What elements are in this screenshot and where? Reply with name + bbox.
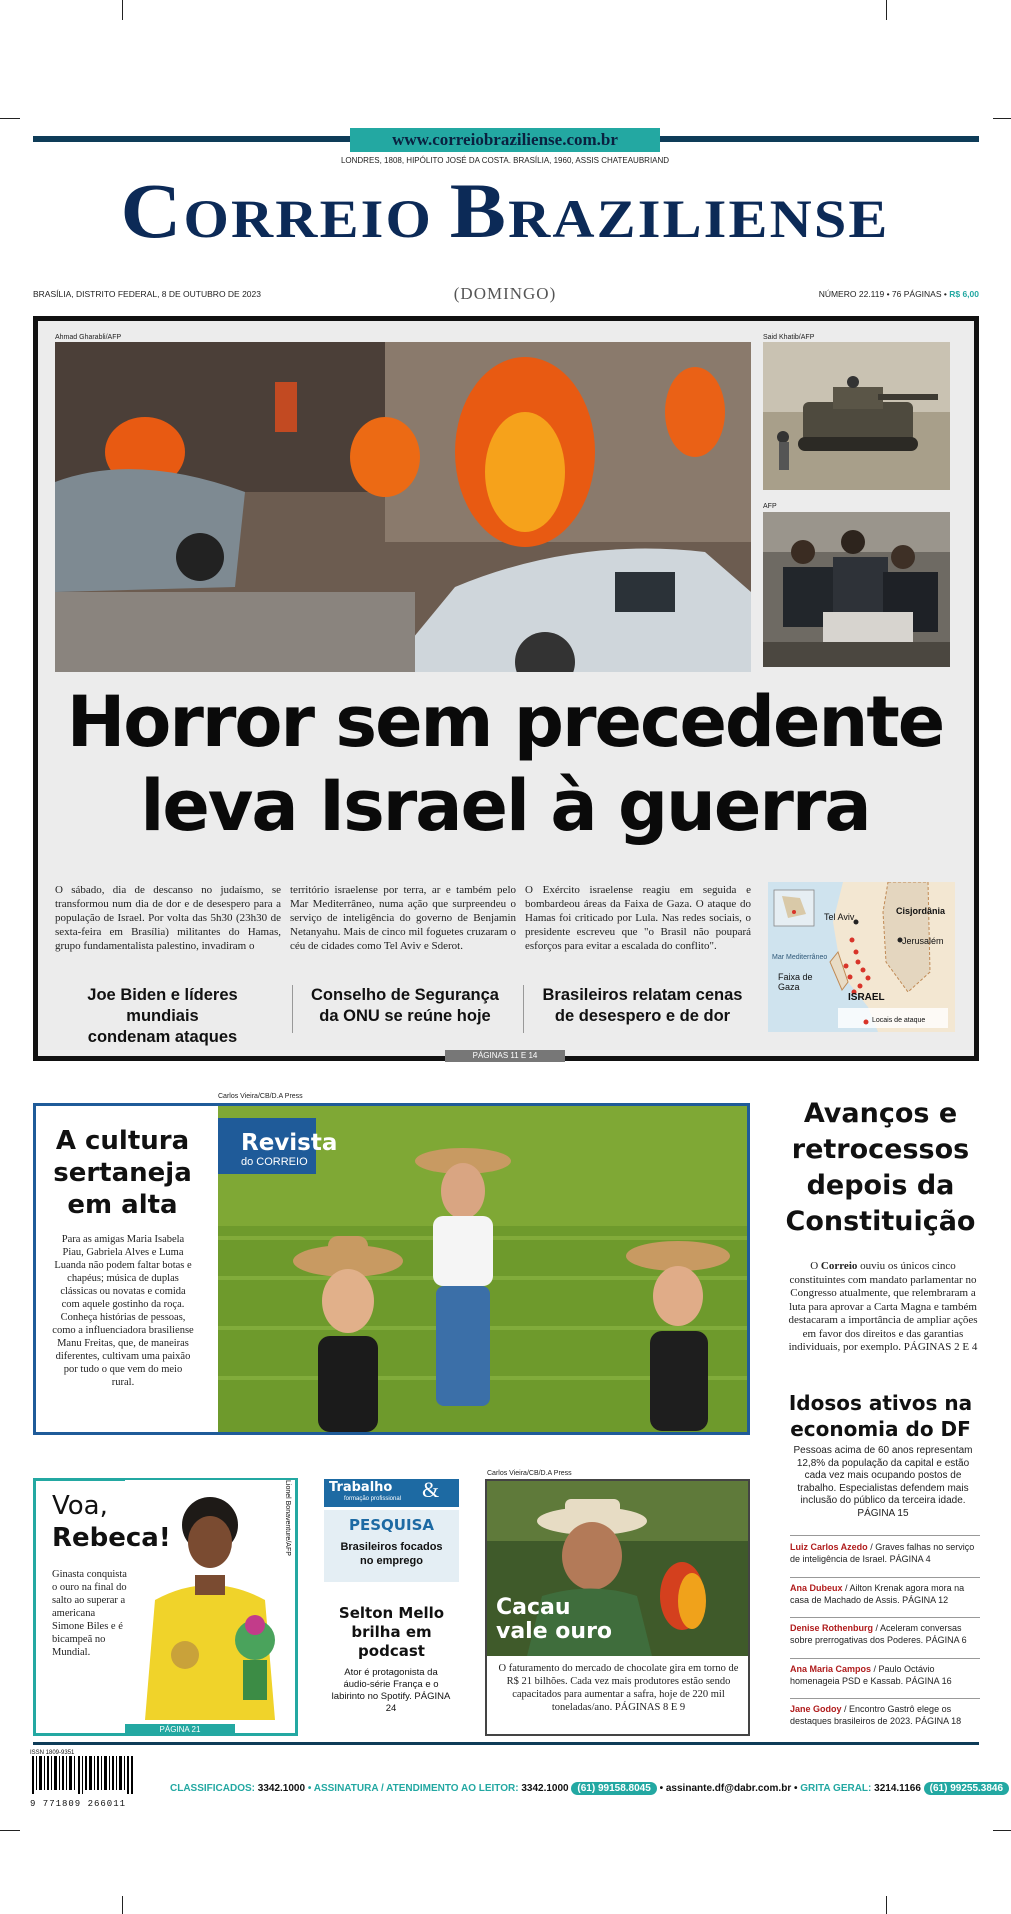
- crop-mark: [0, 118, 20, 119]
- map-label-israel: ISRAEL: [848, 992, 885, 1003]
- constituicao-body: O Correio ouviu os únicos cinco constituintes com mandato parlamentar no Congresso atualmente, que relembraram a luta para aprovar a Carta Magna e também destacaram a importância de ampliar ações em favor dos direitos e das garantias individuais, por exemplo. PÁGINAS 2 E 4: [788, 1260, 978, 1353]
- tank-photo[interactable]: [763, 342, 950, 490]
- whatsapp-subscriber-badge[interactable]: (61) 99158.8045: [571, 1782, 656, 1795]
- crowd-photo[interactable]: [763, 512, 950, 667]
- photo-credit: Said Khatib/AFP: [763, 334, 815, 341]
- pages-reference: PÁGINAS 11 E 14: [445, 1050, 565, 1062]
- column-divider: [790, 1535, 980, 1536]
- photo-credit: Carlos Vieira/CB/D.A Press: [218, 1093, 303, 1100]
- pesquisa-label: PESQUISA: [349, 1516, 434, 1534]
- constituicao-headline[interactable]: Avanços e retrocessos depois da Constituição: [785, 1098, 976, 1237]
- idosos-headline[interactable]: Idosos ativos na economia do DF: [788, 1391, 973, 1441]
- barcode-bars: [30, 1756, 135, 1794]
- crop-mark: [886, 0, 887, 20]
- selton-body: Ator é protagonista da áudio-série França e o labirinto no Spotify. PÁGINA 24: [331, 1667, 451, 1714]
- column-divider: [790, 1698, 980, 1699]
- lede-column-3: O Exército israelense reagiu em seguida e bombardeou áreas da Faixa de Gaza. O ataque do Hamas foi criticado por Lula. Nas redes sociais, o presidente escreveu que "o Brasil não poupará esforços para evitar a escalada do conflito".: [525, 884, 751, 952]
- crop-mark: [886, 1896, 887, 1914]
- divider: [523, 985, 524, 1033]
- lede-column-2: território israelense por terra, ar e também pelo Mar Mediterrâneo, numa ação que surpreendeu o serviço de inteligência do governo de Benjamin Netanyahu. Mais de cinco mil foguetes cruzaram o céu de cidades como Tel Aviv e Sderot.: [290, 884, 516, 952]
- lede-column-1: O sábado, dia de descanso no judaísmo, se transformou num dia de dor e de desespero para a população de Israel. Por volta das 5h30 (23h30 de sexta-feira em Brasília) militantes do Hamas, grupo fundamentalista palestino, invadiram o: [55, 884, 281, 952]
- columnist-item[interactable]: Denise Rothenburg / Aceleram conversas sobre prerrogativas dos Poderes. PÁGINA 6: [790, 1623, 967, 1645]
- subhead-biden[interactable]: Joe Biden e líderes mundiais condenam ataques: [87, 986, 238, 1046]
- issue-info: NÚMERO 22.119 • 76 PÁGINAS • R$ 6,00: [818, 289, 979, 299]
- map-label-cisjordania: Cisjordânia: [896, 906, 946, 916]
- website-url[interactable]: www.correiobraziliense.com.br: [350, 128, 660, 152]
- photo-credit: AFP: [763, 503, 777, 510]
- founders-line: LONDRES, 1808, HIPÓLITO JOSÉ DA COSTA. BRASÍLIA, 1960, ASSIS CHATEAUBRIAND: [340, 156, 670, 165]
- footer-rule: [33, 1742, 979, 1745]
- map-label-gaza: Faixa de Gaza: [778, 972, 813, 992]
- rebeca-photo-credit: Lionel Bonaventure/AFP: [284, 1480, 291, 1556]
- israel-map: [768, 882, 955, 1032]
- crop-mark: [993, 1830, 1011, 1831]
- subhead-brasileiros[interactable]: Brasileiros relatam cenas de desespero e de dor: [542, 986, 743, 1025]
- revista-headline[interactable]: A cultura sertaneja em alta: [53, 1126, 192, 1220]
- columnist-item[interactable]: Luiz Carlos Azedo / Graves falhas no serviço de inteligência de Israel. PÁGINA 4: [790, 1542, 975, 1564]
- weekday: (DOMINGO): [453, 284, 557, 303]
- rebeca-headline[interactable]: Voa, Rebeca!: [52, 1491, 171, 1553]
- idosos-body: Pessoas acima de 60 anos representam 12,8% da população da capital e estão cada vez mais ocupando postos de trabalho. Especialistas defendem mais inclusão do público da terceira idade. PÁGINA 15: [793, 1445, 973, 1519]
- crop-mark: [122, 0, 123, 20]
- pesquisa-body: Brasileiros focados no emprego: [340, 1541, 443, 1567]
- contact-line: CLASSIFICADOS: 3342.1000 • ASSINATURA / ATENDIMENTO AO LEITOR: 3342.1000 (61) 99158.8045 • assinante.df@dabr.com.br • GRITA GERAL: 3214.1166 (61) 99255.3846: [170, 1782, 1009, 1795]
- columnist-item[interactable]: Jane Godoy / Encontro Gastrô elege os destaques brasileiros de 2023. PÁGINA 18: [790, 1704, 962, 1726]
- map-label-jerusalem: Jerusalém: [902, 936, 944, 946]
- crop-mark: [122, 1896, 123, 1914]
- rebeca-page-tab: PÁGINA 21: [125, 1724, 235, 1736]
- crowd-scene-illustration: [763, 512, 950, 667]
- masthead-logo: CORREIO BRAZILIENSE: [120, 167, 890, 254]
- column-divider: [790, 1577, 980, 1578]
- trabalho-tag: Trabalho & formação profissional: [324, 1479, 459, 1507]
- cacau-body: O faturamento do mercado de chocolate gira em torno de R$ 21 bilhões. Cada vez mais produtores estão sendo capacitados para aumentar a safra, hoje de 220 mil toneladas/ano. PÁGINAS 8 E 9: [498, 1663, 739, 1713]
- dateline: BRASÍLIA, DISTRITO FEDERAL, 8 DE OUTUBRO DE 2023: [33, 289, 261, 299]
- fire-scene-illustration: [55, 342, 751, 672]
- columnist-item[interactable]: Ana Maria Campos / Paulo Octávio homenageia PSD e Kassab. PÁGINA 16: [790, 1664, 952, 1686]
- map-label-tel-aviv: Tel Aviv: [824, 912, 855, 922]
- selton-headline[interactable]: Selton Mello brilha em podcast: [338, 1604, 445, 1660]
- rebeca-body: Ginasta conquista o ouro na final do salto ao superar a americana Simone Biles e é bicampeã no Mundial.: [52, 1569, 127, 1658]
- cacau-headline[interactable]: Cacau vale ouro: [496, 1595, 613, 1644]
- subhead-onu[interactable]: Conselho de Segurança da ONU se reúne hoje: [311, 986, 499, 1025]
- crop-mark: [0, 1830, 20, 1831]
- column-divider: [790, 1617, 980, 1618]
- lead-headline[interactable]: Horror sem precedente leva Israel à guerra: [66, 681, 944, 847]
- barcode: ISSN 1809-9351 9 771809 266011: [30, 1750, 135, 1810]
- photo-credit: Carlos Vieira/CB/D.A Press: [487, 1470, 572, 1477]
- revista-logo: Revista do CORREIO: [241, 1130, 338, 1168]
- map-legend: Locais de ataque: [872, 1017, 926, 1024]
- photo-credit: Ahmad Gharabli/AFP: [55, 334, 122, 341]
- revista-body: Para as amigas Maria Isabela Piau, Gabriela Alves e Luma Luanda não podem faltar botas e chapéus; música de duplas clássicas ou novatas e comida com aquele gostinho da roça. Conheça histórias de pessoas, como a influenciadora brasiliense Manu Freitas, que, de maneiras diferentes, cultivam uma paixão por tudo o que vem do meio rural.: [52, 1234, 194, 1388]
- map-label-mediterranean: Mar Mediterrâneo: [772, 954, 828, 961]
- columnist-item[interactable]: Ana Dubeux / Ailton Krenak agora mora na casa de Machado de Assis. PÁGINA 12: [790, 1583, 965, 1605]
- whatsapp-grita-badge[interactable]: (61) 99255.3846: [924, 1782, 1009, 1795]
- column-divider: [790, 1658, 980, 1659]
- tank-scene-illustration: [763, 342, 950, 490]
- divider: [292, 985, 293, 1033]
- crop-mark: [993, 118, 1011, 119]
- lead-photo-fire[interactable]: [55, 342, 751, 672]
